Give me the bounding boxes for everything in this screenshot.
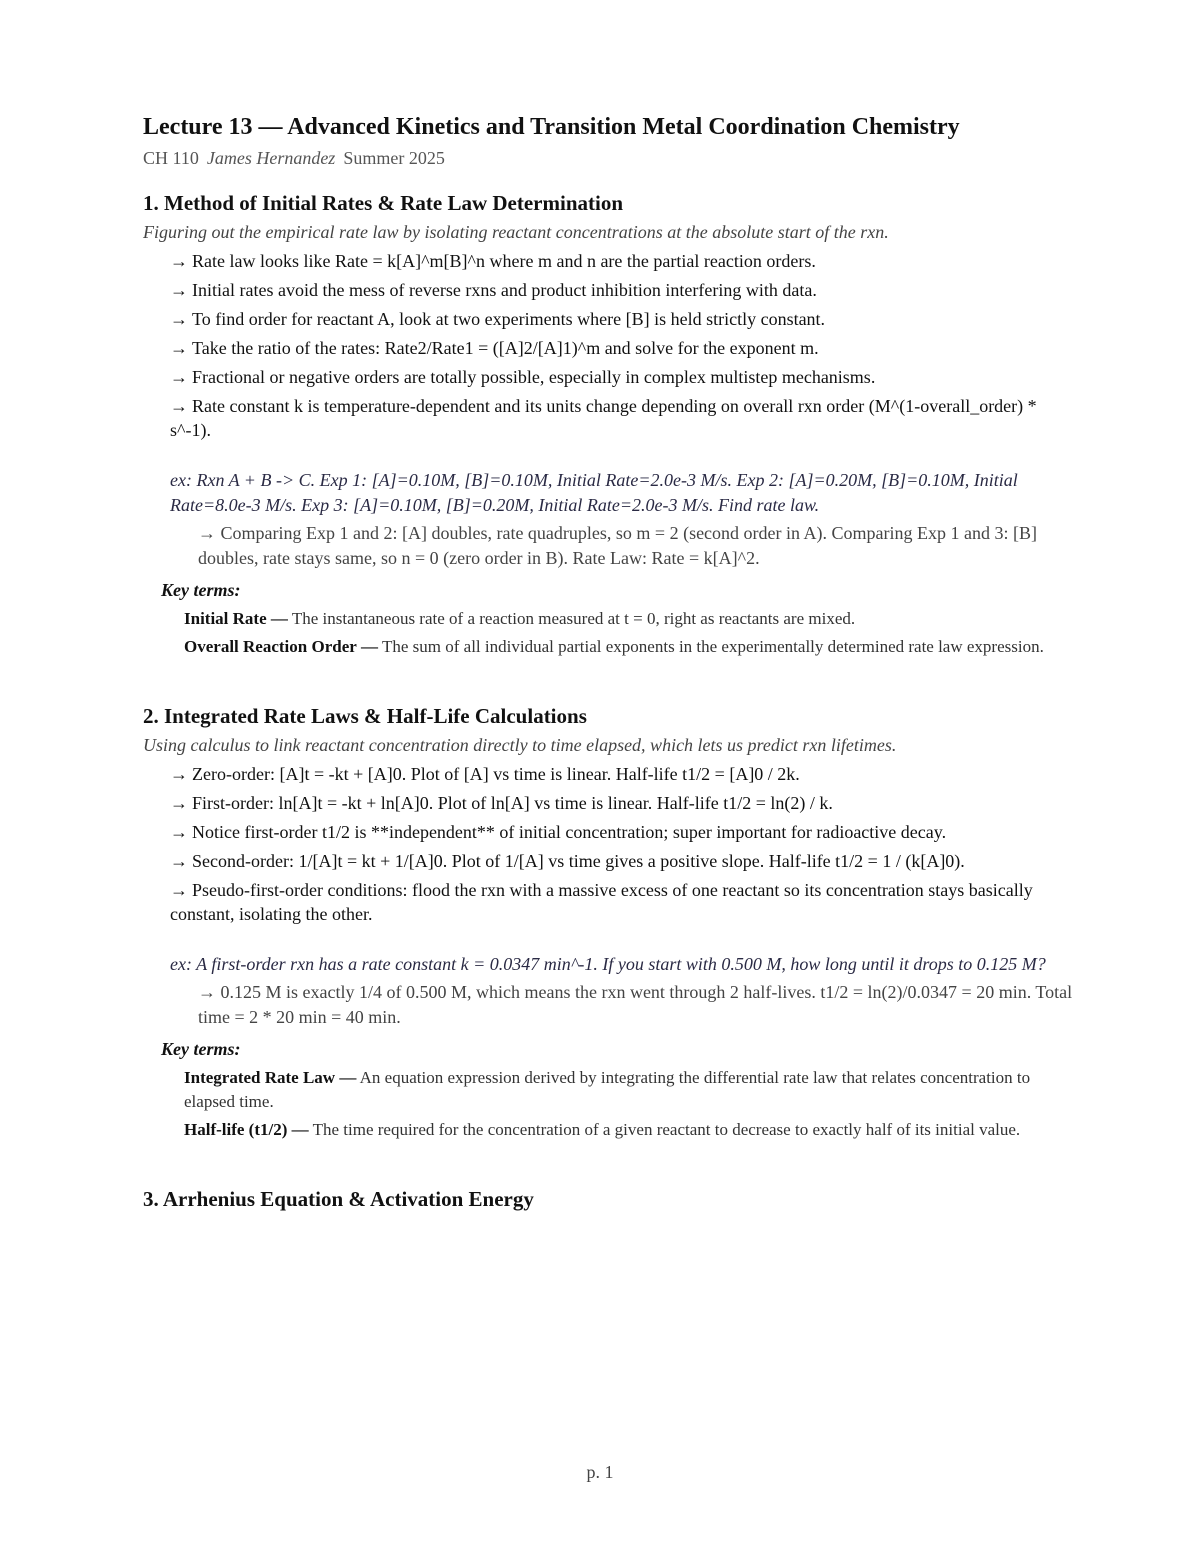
em-dash: — (270, 609, 288, 628)
bullet-text: Rate constant k is temperature-dependent and its units change depending on overall rxn order (M^(1-overall_order) * s^-1). (170, 396, 1037, 440)
section-initial-rates (143, 190, 1078, 659)
em-dash: — (291, 1120, 309, 1139)
term-name: Overall Reaction Order (184, 637, 357, 656)
term-def: The time required for the concentration of a given reactant to decrease to exactly half of its initial value. (312, 1120, 1021, 1139)
document-page (143, 112, 1078, 1216)
arrow-icon: → (170, 880, 188, 900)
example-question: ex: A first-order rxn has a rate constant k = 0.0347 min^-1. If you start with 0.500 M, how long until it drops to 0.125 M? (170, 954, 1046, 974)
arrow-icon: → (170, 822, 188, 842)
worked-example (170, 952, 1078, 1030)
bullet-item (170, 820, 1078, 844)
term-label: Summer 2025 (343, 148, 445, 168)
key-terms-label: Key terms: (161, 580, 241, 600)
section-title: 3. Arrhenius Equation & Activation Energy (143, 1187, 534, 1211)
em-dash: — (361, 637, 379, 656)
bullet-item (170, 249, 1078, 273)
bullet-text: Initial rates avoid the mess of reverse rxns and product inhibition interfering with data. (192, 280, 817, 300)
example-question: ex: Rxn A + B -> C. Exp 1: [A]=0.10M, [B]=0.10M, Initial Rate=2.0e-3 M/s. Exp 2: [A]=0.20M, [B]=0.10M, Initial Rate=8.0e-3 M/s. Exp 3: [A]=0.10M, [B]=0.20M, Initial Rate=2.0e-3 M/s. Find rate law. (170, 470, 1018, 515)
arrow-icon: → (170, 280, 188, 300)
section-subtitle: Using calculus to link reactant concentration directly to time elapsed, which lets us predict rxn lifetimes. (143, 735, 897, 755)
em-dash: — (339, 1068, 357, 1087)
bullet-text: Pseudo-first-order conditions: flood the rxn with a massive excess of one reactant so its concentration stays basically constant, isolating the other. (170, 880, 1033, 924)
arrow-icon: → (170, 338, 188, 358)
course-code: CH 110 (143, 148, 199, 168)
bullet-text: First-order: ln[A]t = -kt + ln[A]0. Plot of ln[A] vs time is linear. Half-life t1/2 = ln(2) / k. (192, 793, 833, 813)
doc-meta (143, 146, 1078, 170)
arrow-icon: → (170, 793, 188, 813)
answer-text: Comparing Exp 1 and 2: [A] doubles, rate quadruples, so m = 2 (second order in A). Comparing Exp 1 and 3: [B] doubles, rate stays same, so n = 0 (zero order in B). Rate Law: Rate = k[A]^2. (198, 523, 1037, 568)
key-terms (161, 578, 1078, 659)
section-subtitle: Figuring out the empirical rate law by isolating reactant concentrations at the absolute start of the rxn. (143, 222, 889, 242)
bullet-text: To find order for reactant A, look at two experiments where [B] is held strictly constant. (192, 309, 826, 329)
bullet-item (170, 307, 1078, 331)
page-title: Lecture 13 — Advanced Kinetics and Transition Metal Coordination Chemistry (143, 114, 960, 140)
bullet-item (170, 762, 1078, 786)
bullet-list (143, 249, 1078, 442)
bullet-item (170, 849, 1078, 873)
answer-text: 0.125 M is exactly 1/4 of 0.500 M, which means the rxn went through 2 half-lives. t1/2 = ln(2)/0.0347 = 20 min. Total time = 2 * 20 min = 40 min. (198, 982, 1073, 1027)
section-title: 1. Method of Initial Rates & Rate Law Determination (143, 191, 624, 215)
arrow-icon: → (170, 309, 188, 329)
bullet-item (170, 394, 1078, 442)
example-answer (198, 980, 1078, 1030)
example-answer (198, 521, 1078, 571)
bullet-text: Take the ratio of the rates: Rate2/Rate1 = ([A]2/[A]1)^m and solve for the exponent m. (192, 338, 819, 358)
bullet-text: Second-order: 1/[A]t = kt + 1/[A]0. Plot of 1/[A] vs time gives a positive slope. Half-life t1/2 = 1 / (k[A]0). (192, 851, 965, 871)
bullet-text: Zero-order: [A]t = -kt + [A]0. Plot of [A] vs time is linear. Half-life t1/2 = [A]0 / 2k. (192, 764, 800, 784)
bullet-item (170, 365, 1078, 389)
term-def: An equation expression derived by integrating the differential rate law that relates concentration to elapsed time. (184, 1068, 1031, 1111)
term-item (184, 1066, 1078, 1114)
bullet-text: Notice first-order t1/2 is **independent** of initial concentration; super important for radioactive decay. (192, 822, 947, 842)
arrow-icon: → (170, 367, 188, 387)
key-terms-label: Key terms: (161, 1039, 241, 1059)
term-def: The sum of all individual partial exponents in the experimentally determined rate law expression. (381, 637, 1044, 656)
term-name: Integrated Rate Law (184, 1068, 336, 1087)
term-item (184, 635, 1078, 659)
arrow-icon: → (170, 764, 188, 784)
instructor-name: James Hernandez (206, 148, 336, 168)
arrow-icon: → (198, 982, 216, 1002)
arrow-icon: → (198, 523, 216, 543)
bullet-list (143, 762, 1078, 926)
worked-example (170, 468, 1078, 571)
section-arrhenius (143, 1186, 1078, 1212)
arrow-icon: → (170, 396, 188, 416)
bullet-text: Fractional or negative orders are totally possible, especially in complex multistep mechanisms. (192, 367, 876, 387)
bullet-item (170, 878, 1078, 926)
section-title: 2. Integrated Rate Laws & Half-Life Calculations (143, 704, 587, 728)
bullet-item (170, 278, 1078, 302)
bullet-item (170, 791, 1078, 815)
section-integrated-rate-laws (143, 703, 1078, 1142)
arrow-icon: → (170, 251, 188, 271)
term-item (184, 1118, 1078, 1142)
bullet-text: Rate law looks like Rate = k[A]^m[B]^n where m and n are the partial reaction orders. (192, 251, 816, 271)
bullet-item (170, 336, 1078, 360)
term-item (184, 607, 1078, 631)
term-name: Half-life (t1/2) (184, 1120, 288, 1139)
term-name: Initial Rate (184, 609, 267, 628)
key-terms (161, 1037, 1078, 1142)
arrow-icon: → (170, 851, 188, 871)
page-number: p. 1 (586, 1462, 614, 1482)
term-def: The instantaneous rate of a reaction measured at t = 0, right as reactants are mixed. (291, 609, 856, 628)
